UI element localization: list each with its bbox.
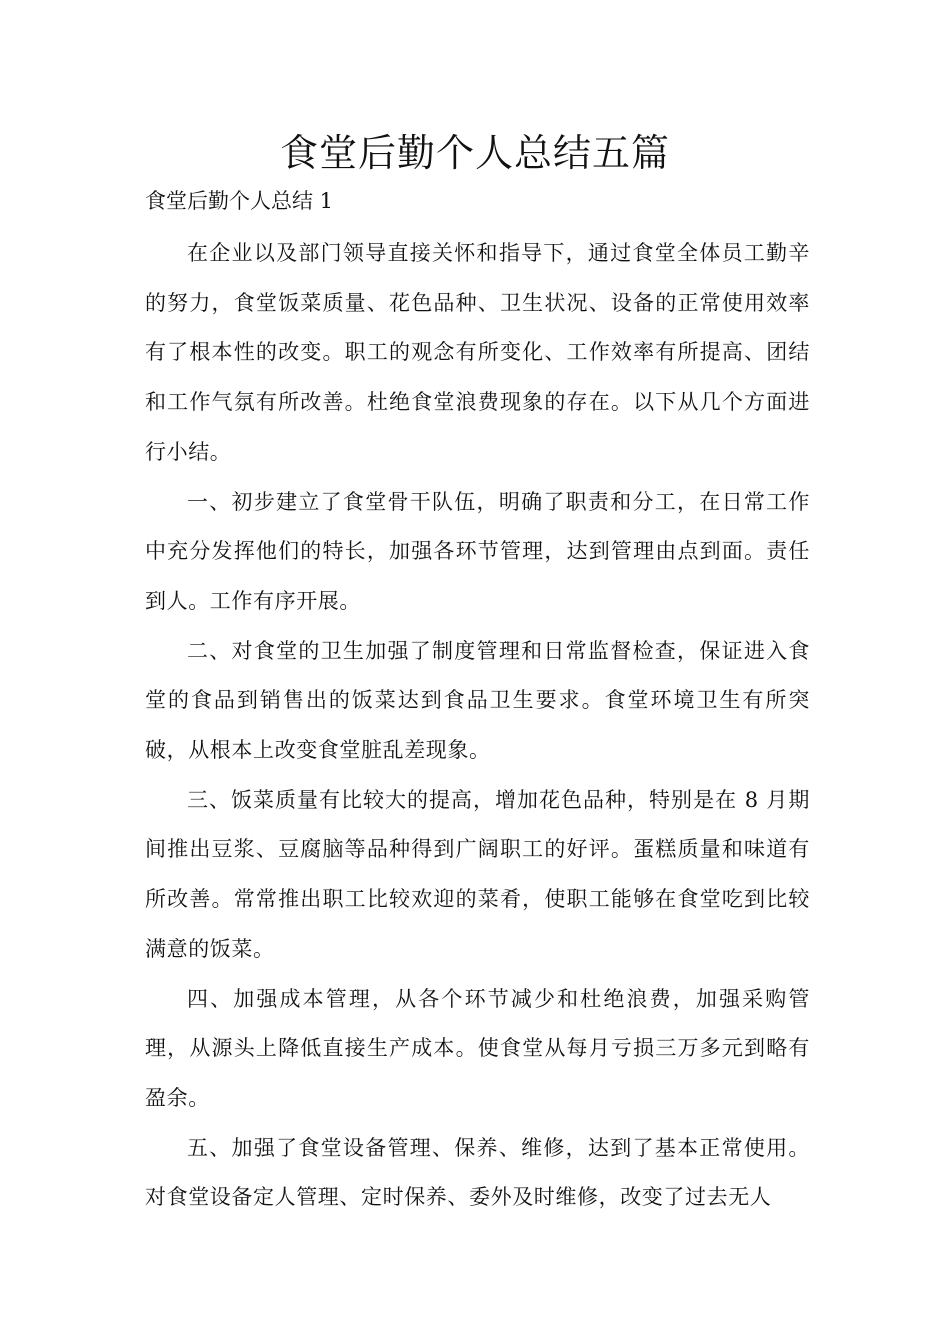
paragraph-point-3: 三、饭菜质量有比较大的提高，增加花色品种，特别是在 8 月期间推出豆浆、豆腐脑等品种得到广阔职工的好评。蛋糕质量和味道有所改善。常常推出职工比较欢迎的菜肴，使职工能够在食堂吃到比较满意的饭菜。 [145,787,810,961]
document-body [145,229,810,1223]
paragraph-intro: 在企业以及部门领导直接关怀和指导下，通过食堂全体员工勤辛的努力，食堂饭菜质量、花色品种、卫生状况、设备的正常使用效率有了根本性的改变。职工的观念有所变化、工作效率有所提高、团结和工作气氛有所改善。杜绝食堂浪费现象的存在。以下从几个方面进行小结。 [145,241,810,464]
paragraph-point-5: 五、加强了食堂设备管理、保养、维修，达到了基本正常使用。对食堂设备定人管理、定时保养、委外及时维修，改变了过去无人 [145,1135,810,1210]
section-heading: 食堂后勤个人总结 1 [145,189,334,213]
paragraph-point-2: 二、对食堂的卫生加强了制度管理和日常监督检查，保证进入食堂的食品到销售出的饭菜达到食品卫生要求。食堂环境卫生有所突破，从根本上改变食堂脏乱差现象。 [145,638,810,763]
paragraph-point-1: 一、初步建立了食堂骨干队伍，明确了职责和分工，在日常工作中充分发挥他们的特长，加强各环节管理，达到管理由点到面。责任到人。工作有序开展。 [145,489,810,613]
document-title: 食堂后勤个人总结五篇 [279,131,670,175]
paragraph-point-4: 四、加强成本管理，从各个环节减少和杜绝浪费，加强采购管理，从源头上降低直接生产成本。使食堂从每月亏损三万多元到略有盈余。 [145,986,810,1110]
